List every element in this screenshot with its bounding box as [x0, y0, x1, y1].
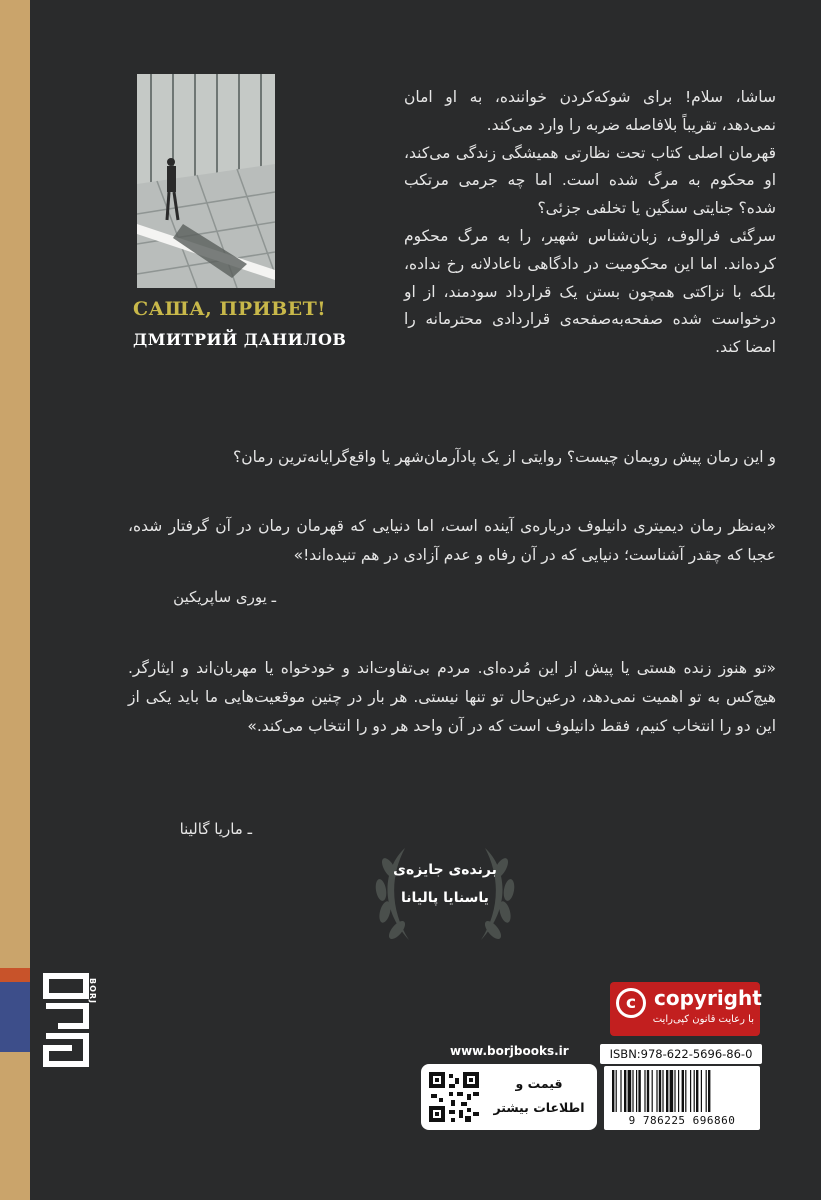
quote-attribution: ـ یوری ساپریکین — [173, 588, 276, 606]
spine-blue-stripe — [0, 982, 30, 1052]
blurb-closing-question: و این رمان پیش رویمان چیست؟ روایتی از یک پادآرمان‌شهر یا واقع‌گرایانه‌ترین رمان؟ — [232, 448, 776, 466]
isbn-label: ISBN:978-622-5696-86-0 — [600, 1044, 762, 1064]
spine-red-stripe — [0, 968, 30, 982]
award-line: برنده‌ی جایزه‌ی — [393, 862, 497, 878]
book-title: САША, ПРИВЕТ! — [133, 298, 327, 320]
book-spine-edge — [0, 0, 30, 1200]
blurb-paragraph: ساشا، سلام! برای شوکه‌کردن خواننده، به او امان نمی‌دهد، تقریباً بلافاصله ضربه را وارد می‌کند. — [404, 88, 776, 134]
award-name: یاسنایا پالیانا — [401, 890, 489, 906]
copyright-badge — [610, 982, 760, 1036]
qr-code-icon — [427, 1070, 481, 1124]
price-label: قیمت و — [515, 1076, 563, 1091]
barcode-digits: 9 786225 696860 — [628, 1114, 736, 1127]
isbn-barcode — [604, 1066, 760, 1130]
price-info-box — [421, 1064, 597, 1130]
review-quote: «تو هنوز زنده هستی یا پیش از این مُرده‌ای. مردم بی‌تفاوت‌اند و خودخواه یا مهربان‌اند و ایثارگر. هیچ‌کس به تو اهمیت نمی‌دهد، درعین‌حال تو تنها نیستی. هر بار در چنین موقعیت‌هایی ما باید یکی از این دو را انتخاب کنیم، فقط دانیلوف است که در آن واحد هر دو را انتخاب می‌کند.» — [128, 659, 776, 735]
review-quote: «به‌نظر رمان دیمیتری دانیلوف درباره‌ی آینده است، اما دنیایی که قهرمان رمان در آن گرفتار شده، عجبا که چقدر آشناست؛ دنیایی که در آن رفاه و عدم آزادی در هم تنیده‌اند!» — [128, 517, 776, 564]
publisher-logo — [40, 972, 104, 1072]
copyright-note: با رعایت قانون کپی‌رایت — [652, 1014, 754, 1025]
publisher-logo-text: BORJ — [88, 978, 97, 1005]
publisher-website: www.borjbooks.ir — [450, 1044, 569, 1058]
barcode-bars — [604, 1066, 760, 1114]
award-laurel — [365, 838, 525, 950]
blurb-paragraph: قهرمان اصلی کتاب تحت نظارتی همیشگی زندگی می‌کند، او محکوم به مرگ شده است. اما چه جرمی مرتکب شده؟ جنایتی سنگین یا تخلفی جزئی؟ — [404, 143, 776, 218]
more-info-label: اطلاعات بیشتر — [493, 1100, 585, 1115]
blurb-text — [404, 84, 776, 362]
copyright-word: copyright — [654, 986, 762, 1010]
blurb-paragraph: سرگئی فرالوف، زبان‌شناس شهیر، را به مرگ محکوم کرده‌اند. اما این محکومیت در دادگاهی ناعادلانه رخ نداده، بلکه با نزاکتی همچون بستن یک قرارداد سودمند، از او درخواست شده صفحه‌به‌صفحه‌ی قراردادی محترمانه را امضا کند. — [404, 226, 776, 357]
copyright-icon: c — [616, 988, 646, 1018]
cover-illustration — [137, 74, 275, 288]
book-author: ДМИТРИЙ ДАНИЛОВ — [133, 330, 347, 349]
quote-attribution: ـ ماریا گالینا — [179, 820, 252, 838]
